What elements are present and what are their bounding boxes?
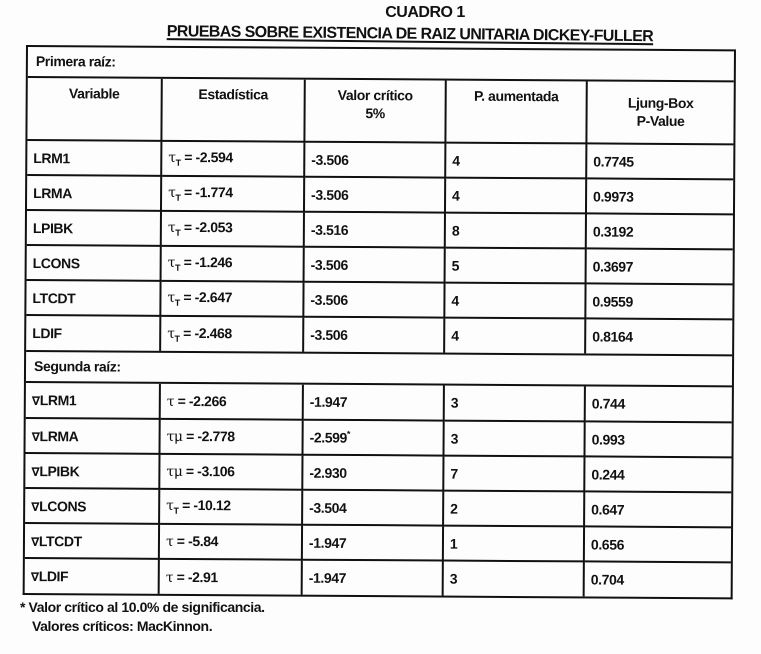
critical-value: -3.506 (310, 326, 348, 343)
table-row (27, 245, 733, 284)
cell-augmented-lags: 4 (445, 178, 586, 214)
nabla-difference-icon: ∇ (31, 394, 40, 409)
first-root-table (26, 78, 734, 354)
tau-subscript: T (174, 333, 180, 344)
tau-subscript: T (174, 262, 181, 273)
table-row (26, 383, 732, 422)
section-header-second-root (26, 350, 732, 387)
critical-value: -1.947 (309, 393, 348, 410)
cell-augmented-lags: 4 (444, 318, 585, 354)
cell-ljung-box: 0.647 (584, 491, 731, 527)
cell-augmented-lags: 3 (444, 386, 585, 422)
cell-statistic (159, 454, 302, 490)
cell-statistic (159, 489, 302, 525)
cell-statistic (161, 246, 304, 282)
tau-letter: τ (167, 325, 175, 342)
variable-name: LRM1 (39, 392, 77, 409)
variable-name: LDIF (38, 568, 69, 585)
header-variable: Variable (27, 78, 161, 141)
tau-letter: τ (167, 289, 175, 307)
cell-variable (26, 418, 160, 454)
nabla-difference-icon: ∇ (31, 499, 40, 514)
variable-name: LPIBK (32, 219, 73, 236)
cell-variable (27, 175, 161, 211)
critical-value: -1.947 (308, 534, 347, 551)
statistic-value: = -2.778 (186, 427, 235, 445)
critical-value: -3.504 (309, 499, 347, 516)
second-root-table (25, 383, 732, 597)
tau-letter: τ (166, 497, 174, 515)
cell-ljung-box: 0.244 (584, 456, 731, 492)
cell-ljung-box: 0.993 (584, 421, 731, 457)
cell-critical-value (302, 525, 443, 561)
nabla-difference-icon: ∇ (31, 464, 40, 479)
critical-value: -2.599 (309, 429, 347, 446)
header-critical-value (304, 80, 445, 143)
tau-symbol (167, 290, 180, 306)
tau-letter: τ (166, 393, 175, 410)
tau-subscript: T (173, 505, 179, 516)
table-number-title: CUADRO 1 (385, 4, 465, 21)
cell-augmented-lags: 4 (445, 143, 586, 179)
cell-variable (25, 488, 159, 524)
cell-ljung-box: 0.3697 (586, 248, 733, 284)
critical-value: -3.506 (311, 186, 349, 203)
tau-symbol (167, 325, 180, 344)
cell-critical-value (303, 282, 444, 318)
cell-critical-value (304, 177, 445, 213)
cell-augmented-lags: 1 (443, 526, 584, 562)
header-augmented-lags: P. aumentada (445, 81, 586, 144)
cell-variable (26, 280, 160, 316)
cell-variable (27, 140, 161, 176)
cell-variable (27, 245, 161, 281)
tau-subscript: T (175, 192, 181, 203)
header-row (27, 78, 733, 144)
cell-critical-value (303, 317, 444, 353)
cell-variable (26, 315, 160, 351)
table-row (26, 280, 732, 319)
table-row (26, 315, 732, 354)
header-critical-line2: 5% (365, 105, 385, 122)
table-row (27, 210, 733, 249)
cell-statistic (160, 384, 303, 420)
tau-symbol (168, 185, 181, 201)
cell-critical-value (303, 420, 444, 456)
header-ljung-box (586, 81, 733, 144)
table-row (25, 558, 731, 597)
cell-augmented-lags: 7 (443, 456, 584, 492)
cell-statistic (161, 176, 304, 212)
critical-value: -3.516 (310, 221, 349, 238)
tau-symbol (166, 498, 179, 514)
cell-variable (27, 210, 161, 246)
variable-name: LTCDT (32, 289, 76, 306)
cell-augmented-lags: 5 (445, 248, 586, 284)
second-root-body (25, 383, 732, 597)
statistic-value: = -1.246 (183, 254, 233, 271)
cell-augmented-lags: 3 (443, 421, 584, 457)
cell-variable (25, 453, 159, 489)
critical-value: -3.506 (310, 256, 349, 273)
variable-name: LRMA (33, 184, 72, 201)
cell-ljung-box: 0.656 (584, 526, 731, 562)
variable-name: LRMA (39, 427, 79, 444)
tau-letter: τ (165, 569, 174, 586)
table-row (27, 140, 733, 179)
variable-name: LPIBK (39, 462, 80, 479)
tau-symbol (168, 220, 181, 236)
critical-value: -2.930 (309, 464, 347, 481)
cell-ljung-box: 0.704 (584, 561, 731, 597)
cell-augmented-lags: 4 (444, 283, 585, 319)
cell-statistic (161, 141, 304, 177)
tau-subscript: T (175, 157, 181, 168)
statistic-value: = -2.594 (184, 149, 233, 166)
cell-statistic (160, 419, 303, 455)
table-subtitle: PRUEBAS SOBRE EXISTENCIA DE RAIZ UNITARIA DICKEY-FULLER (166, 23, 654, 46)
title-block (60, 4, 760, 46)
variable-name: LDIF (32, 325, 62, 342)
variable-name: LCONS (32, 254, 80, 271)
section-label: Segunda raíz: (33, 358, 121, 375)
cell-statistic (160, 281, 303, 317)
statistic-value: = -2.266 (177, 392, 227, 409)
critical-value: -1.947 (308, 569, 347, 586)
cell-ljung-box: 0.744 (585, 386, 732, 422)
critical-value: -3.506 (310, 291, 348, 308)
variable-name: LCONS (39, 497, 87, 514)
footnotes (20, 598, 265, 636)
cell-ljung-box: 0.8164 (585, 318, 732, 354)
statistic-value: = -3.106 (185, 462, 235, 480)
variable-name: LTCDT (38, 532, 82, 549)
table-row (25, 453, 731, 492)
tau-letter: τ (167, 219, 176, 237)
statistic-value: = -5.84 (176, 532, 219, 550)
cell-statistic (161, 211, 304, 247)
cell-critical-value (303, 385, 444, 421)
header-critical-line1: Valor crítico (337, 86, 413, 104)
statistic-value: = -2.91 (176, 568, 218, 585)
cell-critical-value (302, 455, 443, 491)
header-ljung-line2: P-Value (636, 112, 685, 130)
cell-augmented-lags: 2 (443, 491, 584, 527)
cell-statistic (160, 316, 303, 352)
header-statistic: Estadística (161, 79, 304, 142)
tau-subscript: T (174, 297, 180, 308)
footnote-significance: * Valor crítico al 10.0% de significancia. (20, 599, 265, 615)
footnote-source: Valores críticos: MacKinnon. (32, 618, 213, 634)
cell-critical-value (304, 247, 445, 283)
table-row (26, 418, 732, 457)
cell-augmented-lags: 3 (443, 561, 584, 597)
tau-letter: τ (168, 184, 176, 202)
nabla-difference-icon: ∇ (30, 534, 39, 549)
variable-name: LRM1 (33, 149, 70, 166)
statistic-value: = -2.053 (183, 219, 233, 236)
cell-critical-value (302, 560, 443, 596)
table-row (27, 175, 733, 214)
cell-statistic (159, 524, 302, 560)
table-row (25, 523, 731, 562)
cell-statistic (159, 559, 302, 595)
statistic-value: = -1.774 (184, 184, 233, 201)
cell-ljung-box: 0.9559 (585, 283, 732, 319)
tau-symbol (168, 150, 181, 166)
section-header-first-root (28, 45, 734, 82)
section-label: Primera raíz: (35, 53, 116, 70)
cell-critical-value (304, 212, 445, 248)
cell-variable (25, 558, 159, 594)
cell-variable (26, 383, 160, 419)
nabla-difference-icon: ∇ (30, 570, 39, 585)
cell-critical-value (302, 490, 443, 526)
nabla-difference-icon: ∇ (31, 429, 40, 444)
statistic-value: = -2.468 (183, 324, 232, 341)
tau-symbol (167, 429, 183, 445)
tau-symbol (168, 255, 181, 271)
cell-ljung-box: 0.3192 (586, 213, 733, 249)
cell-ljung-box: 0.7745 (586, 143, 733, 179)
first-root-body (26, 140, 733, 354)
critical-value: -3.506 (311, 151, 349, 168)
tau-letter: τ (165, 533, 174, 550)
cell-variable (25, 523, 159, 559)
cell-ljung-box: 0.9973 (586, 178, 733, 214)
tau-letter: τ (167, 254, 176, 272)
tau-subscript: T (175, 227, 181, 238)
tau-symbol (166, 569, 173, 585)
table-row (25, 488, 731, 527)
unit-root-table (23, 45, 736, 599)
tau-letter: τ (168, 149, 176, 167)
tau-symbol (166, 464, 182, 480)
tau-symbol (166, 534, 173, 550)
critical-footnote-marker: * (346, 429, 351, 440)
tau-letter: τμ (166, 463, 183, 480)
statistic-value: = -2.647 (183, 289, 233, 306)
statistic-value: = -10.12 (182, 497, 231, 514)
cell-critical-value (304, 142, 445, 178)
cell-augmented-lags: 8 (445, 213, 586, 249)
header-ljung-line1: Ljung-Box (627, 94, 694, 112)
tau-symbol (167, 393, 174, 409)
tau-letter: τμ (166, 428, 183, 445)
